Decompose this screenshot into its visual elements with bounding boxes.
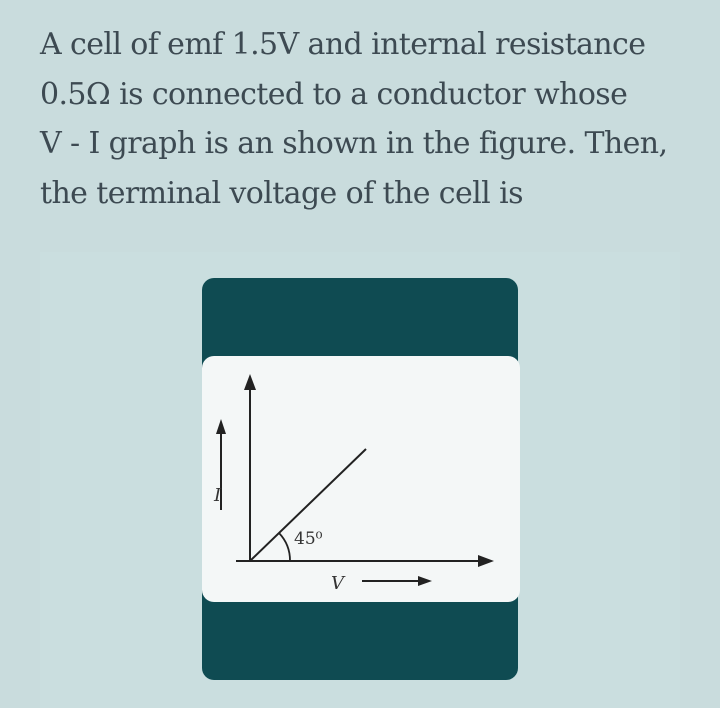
x-axis-label: V [331,573,344,594]
y-axis-arrow [244,374,256,390]
question-line-1: A cell of emf 1.5V and internal resistance [40,27,646,62]
question-line-4: the terminal voltage of the cell is [40,175,523,211]
y-axis-label: I [214,485,222,506]
x-axis-arrow [478,555,494,567]
i-direction-arrow [216,419,226,434]
question-line-2: 0.5Ω is connected to a conductor whose [40,76,628,112]
angle-arc [279,533,290,561]
question-line-3: V - I graph is an shown in the figure. Then, [40,126,668,161]
v-direction-arrow [418,576,432,586]
angle-label: 45⁰ [294,529,323,549]
